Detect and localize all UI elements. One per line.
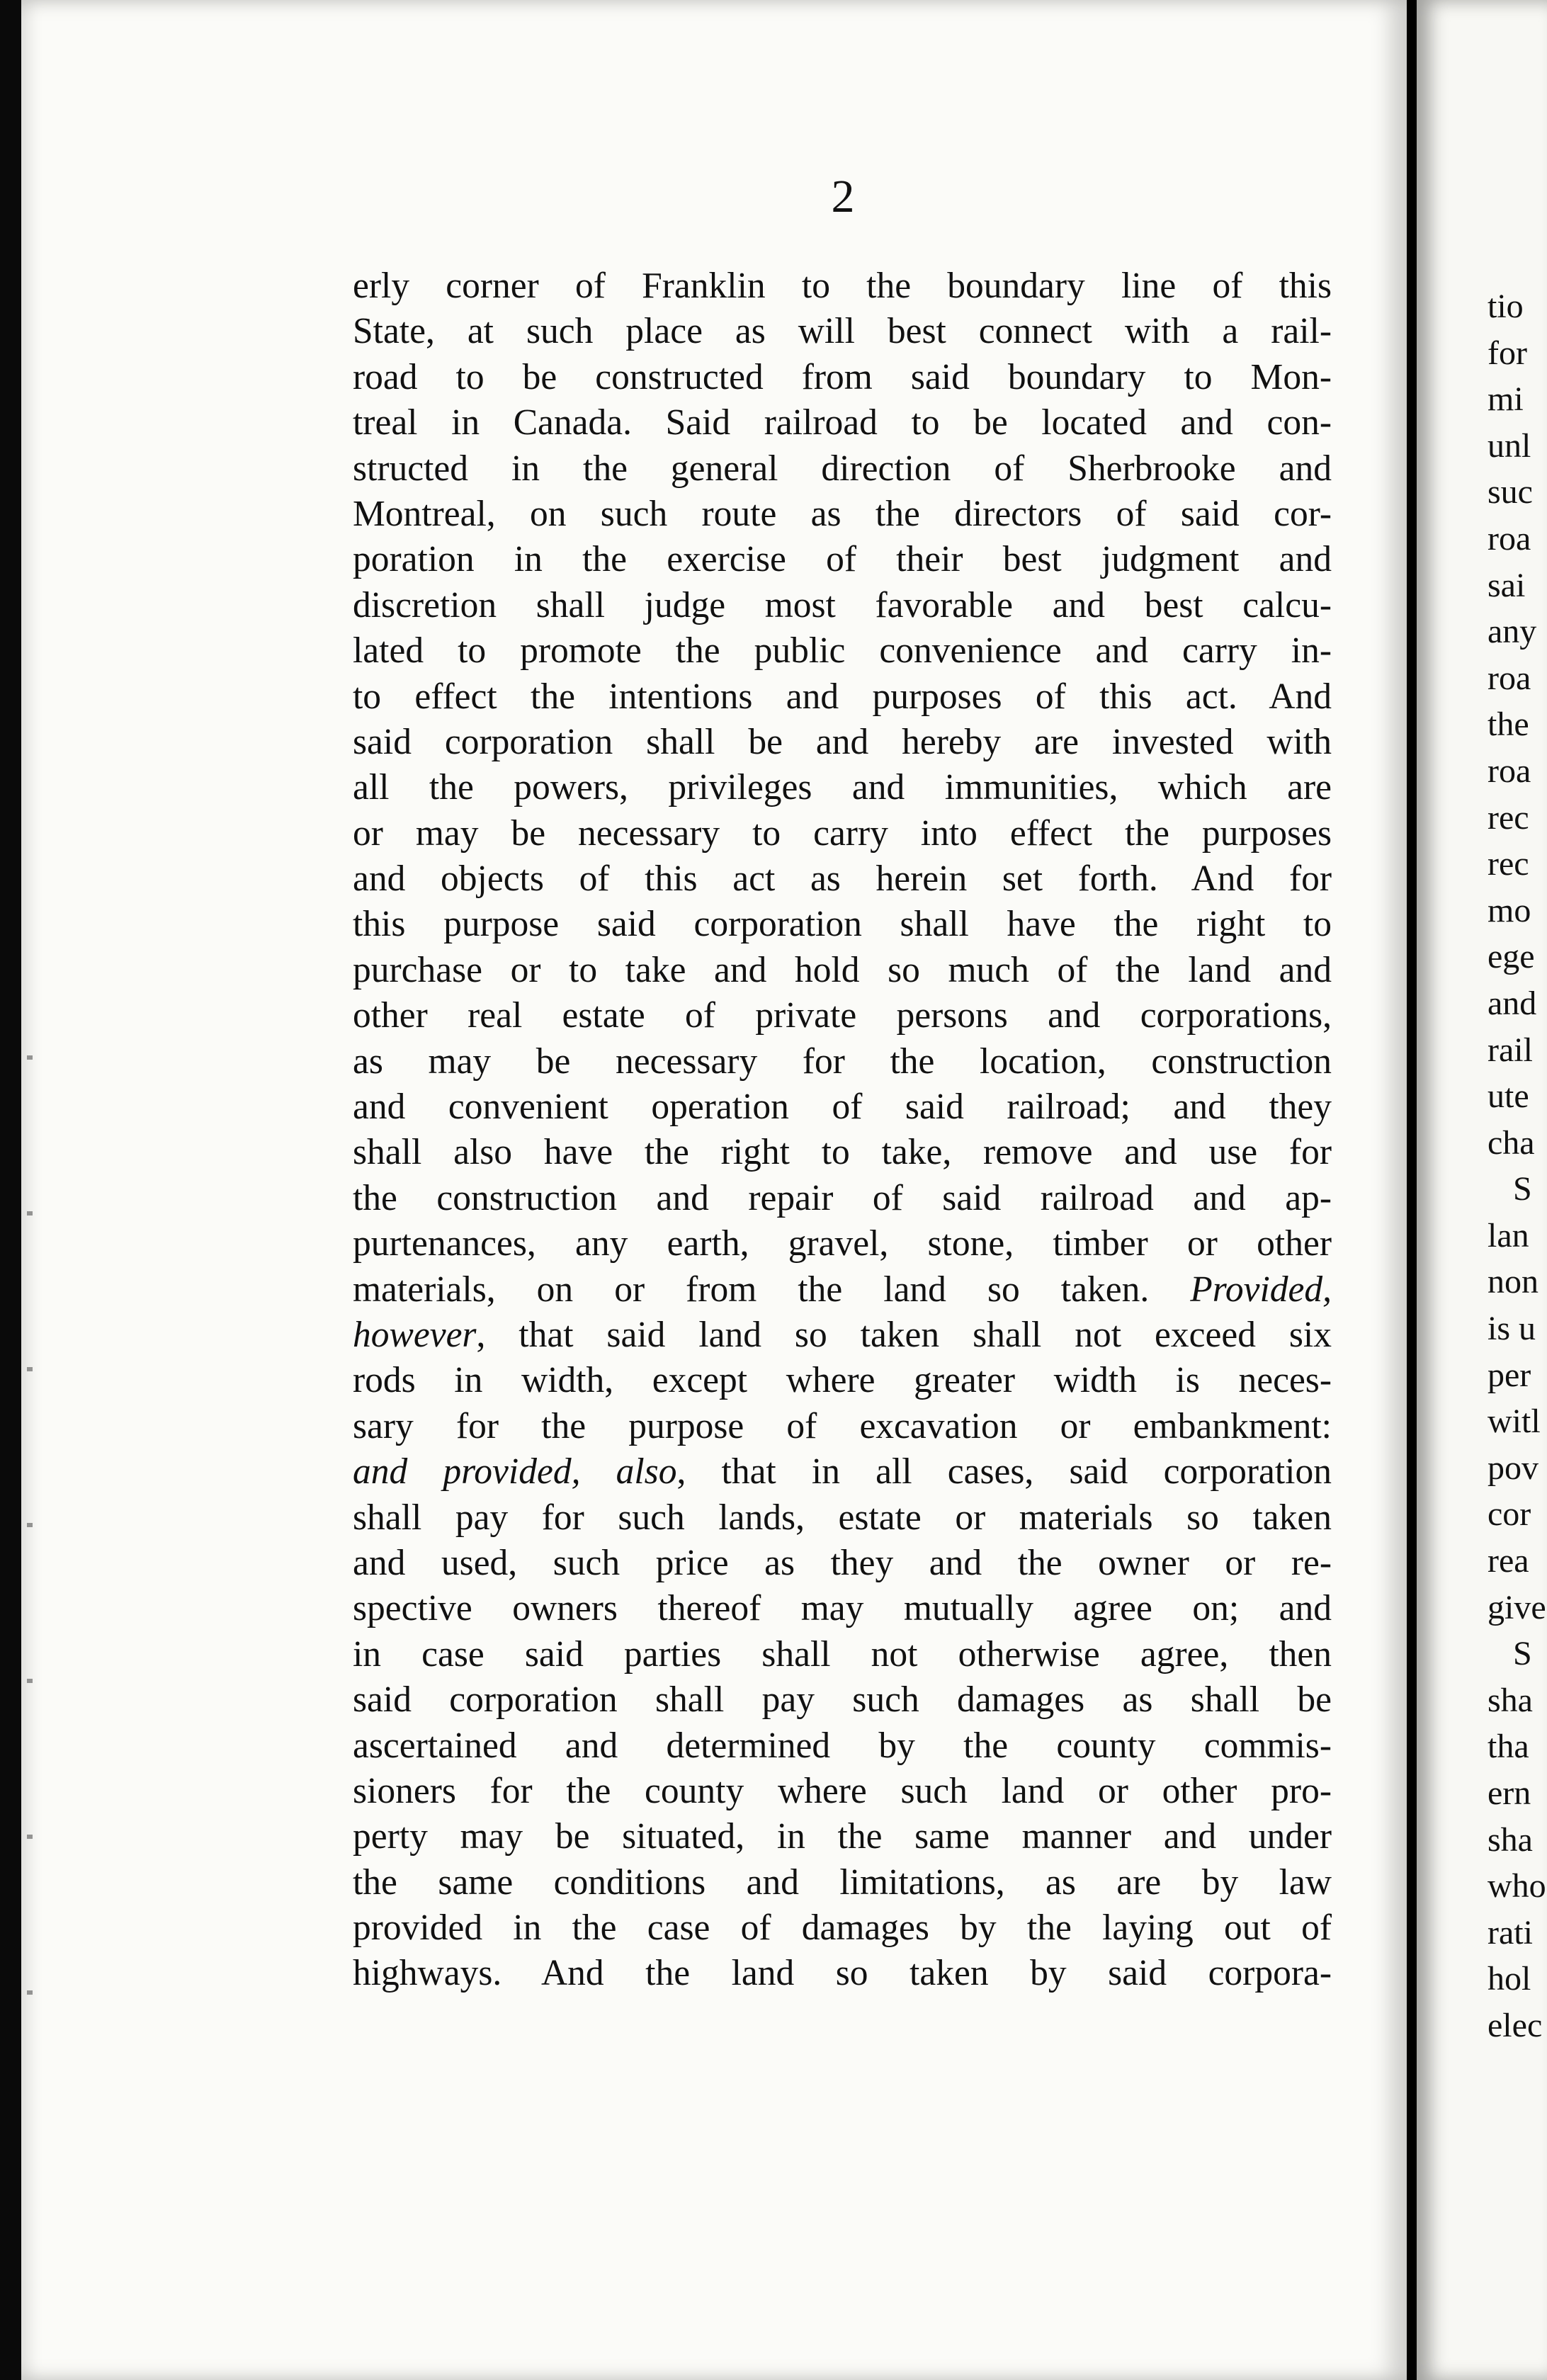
right-page-fragment: witl	[1488, 1402, 1541, 1441]
right-page-text-fragments	[1488, 283, 1546, 2049]
text-line: said corporation shall pay such damages as shall be	[353, 1679, 1332, 1721]
right-page-fragment: cha	[1488, 1123, 1535, 1162]
text-line: lated to promote the public convenience and carry in-	[353, 630, 1332, 672]
right-page-fragment: the	[1488, 706, 1529, 744]
text-line: to effect the intentions and purposes of this act. And	[353, 676, 1332, 717]
right-page-fragment: rea	[1488, 1542, 1529, 1580]
text-line	[353, 1313, 1332, 1358]
right-page-fragment: cor	[1488, 1495, 1531, 1534]
right-page-fragment: roa	[1488, 659, 1531, 697]
text-line: all the powers, privileges and immunities, which are	[353, 767, 1332, 808]
right-page-fragment: S	[1513, 1170, 1532, 1208]
text-line: spective owners thereof may mutually agree on; and	[353, 1588, 1332, 1629]
right-page-fragment: suc	[1488, 473, 1533, 511]
text-line: the same conditions and limitations, as are by law	[353, 1862, 1332, 1903]
right-page-fragment: ute	[1488, 1077, 1529, 1116]
text-line: purchase or to take and hold so much of the land and	[353, 949, 1332, 990]
text-line: said corporation shall be and hereby are invested with	[353, 721, 1332, 762]
right-page-fragment: sha	[1488, 1681, 1533, 1719]
book-gutter	[1407, 0, 1417, 2380]
right-page-fragment: for	[1488, 334, 1527, 372]
right-page-fragment: ege	[1488, 938, 1535, 976]
text-line: road to be constructed from said boundary to Mon-	[353, 356, 1332, 397]
text-line: as may be necessary for the location, construction	[353, 1041, 1332, 1082]
text-line: and convenient operation of said railroad; and they	[353, 1087, 1332, 1128]
right-page-fragment: S	[1513, 1635, 1532, 1673]
text-line: in case said parties shall not otherwise agree, then	[353, 1633, 1332, 1674]
page-number: 2	[831, 171, 855, 222]
text-line: State, at such place as will best connect with a rail-	[353, 311, 1332, 352]
right-page-fragment: mi	[1488, 380, 1524, 419]
text-line: provided in the case of damages by the laying out of	[353, 1908, 1332, 1949]
right-page-fragment: roa	[1488, 752, 1531, 790]
right-page-fragment: pov	[1488, 1449, 1538, 1487]
right-page-fragment: tio	[1488, 288, 1524, 325]
text-line: Montreal, on such route as the directors of said cor-	[353, 493, 1332, 534]
text-line: the construction and repair of said railroad and ap-	[353, 1177, 1332, 1218]
text-line: perty may be situated, in the same manner and under	[353, 1816, 1332, 1857]
page-edge-marks	[27, 992, 33, 2054]
text-line: this purpose said corporation shall have the right to	[353, 904, 1332, 945]
right-page-fragment: give	[1488, 1588, 1546, 1626]
right-page-fragment: roa	[1488, 519, 1531, 557]
right-page-fragment: elec	[1488, 2006, 1543, 2044]
right-page-partial	[1417, 0, 1547, 2380]
text-line: ascertained and determined by the county commis-	[353, 1725, 1332, 1766]
text-line: purtenances, any earth, gravel, stone, timber or other	[353, 1223, 1332, 1264]
left-page	[21, 0, 1407, 2380]
italic-text-run: Provided,	[1190, 1269, 1332, 1310]
text-line: treal in Canada. Said railroad to be located and con-	[353, 402, 1332, 443]
text-line: structed in the general direction of Sherbrooke and	[353, 448, 1332, 489]
text-line: sioners for the county where such land or other pro-	[353, 1770, 1332, 1811]
right-page-fragment: per	[1488, 1356, 1531, 1394]
text-run: , that in all cases, said corporation	[676, 1451, 1332, 1492]
text-run: materials, on or from the land so taken.	[353, 1269, 1191, 1310]
text-line: shall pay for such lands, estate or materials so taken	[353, 1497, 1332, 1538]
right-page-fragment: and	[1488, 984, 1537, 1022]
right-page-fragment: hol	[1488, 1960, 1531, 1998]
text-line: and objects of this act as herein set forth. And for	[353, 858, 1332, 900]
right-page-fragment: is u	[1488, 1310, 1536, 1348]
right-page-fragment: lan	[1488, 1216, 1529, 1254]
body-text	[353, 264, 1332, 1997]
right-page-fragment: rec	[1488, 845, 1529, 883]
text-line: other real estate of private persons and corporations,	[353, 995, 1332, 1036]
right-page-fragment: tha	[1488, 1728, 1529, 1766]
text-line: and used, such price as they and the owner or re-	[353, 1542, 1332, 1583]
italic-text-run: and provided, also	[353, 1451, 677, 1492]
text-line: poration in the exercise of their best judgment and	[353, 539, 1332, 580]
right-page-fragment: mo	[1488, 891, 1531, 929]
right-page-fragment: rail	[1488, 1031, 1533, 1069]
text-line: erly corner of Franklin to the boundary line of this	[353, 266, 1332, 306]
right-page-fragment: non	[1488, 1263, 1538, 1301]
text-line: discretion shall judge most favorable and best calcu-	[353, 584, 1332, 625]
right-page-fragment: unl	[1488, 426, 1531, 465]
text-line: highways. And the land so taken by said corpora-	[353, 1953, 1332, 1994]
right-page-fragment: sha	[1488, 1820, 1533, 1859]
text-line	[353, 1267, 1332, 1313]
right-page-fragment: rati	[1488, 1913, 1533, 1951]
text-line: sary for the purpose of excavation or embankment:	[353, 1405, 1332, 1446]
italic-text-run: however	[353, 1314, 477, 1355]
right-page-fragment: rec	[1488, 798, 1529, 837]
right-page-fragment: ern	[1488, 1774, 1531, 1812]
text-line: rods in width, except where greater width is neces-	[353, 1360, 1332, 1401]
right-page-fragment: any	[1488, 613, 1537, 651]
right-page-fragment: sai	[1488, 566, 1526, 604]
text-line	[353, 1449, 1332, 1495]
text-line: or may be necessary to carry into effect the purposes	[353, 812, 1332, 854]
right-page-fragment: who	[1488, 1867, 1546, 1905]
text-run: , that said land so taken shall not exceed six	[476, 1314, 1332, 1355]
text-line: shall also have the right to take, remove and use for	[353, 1132, 1332, 1173]
